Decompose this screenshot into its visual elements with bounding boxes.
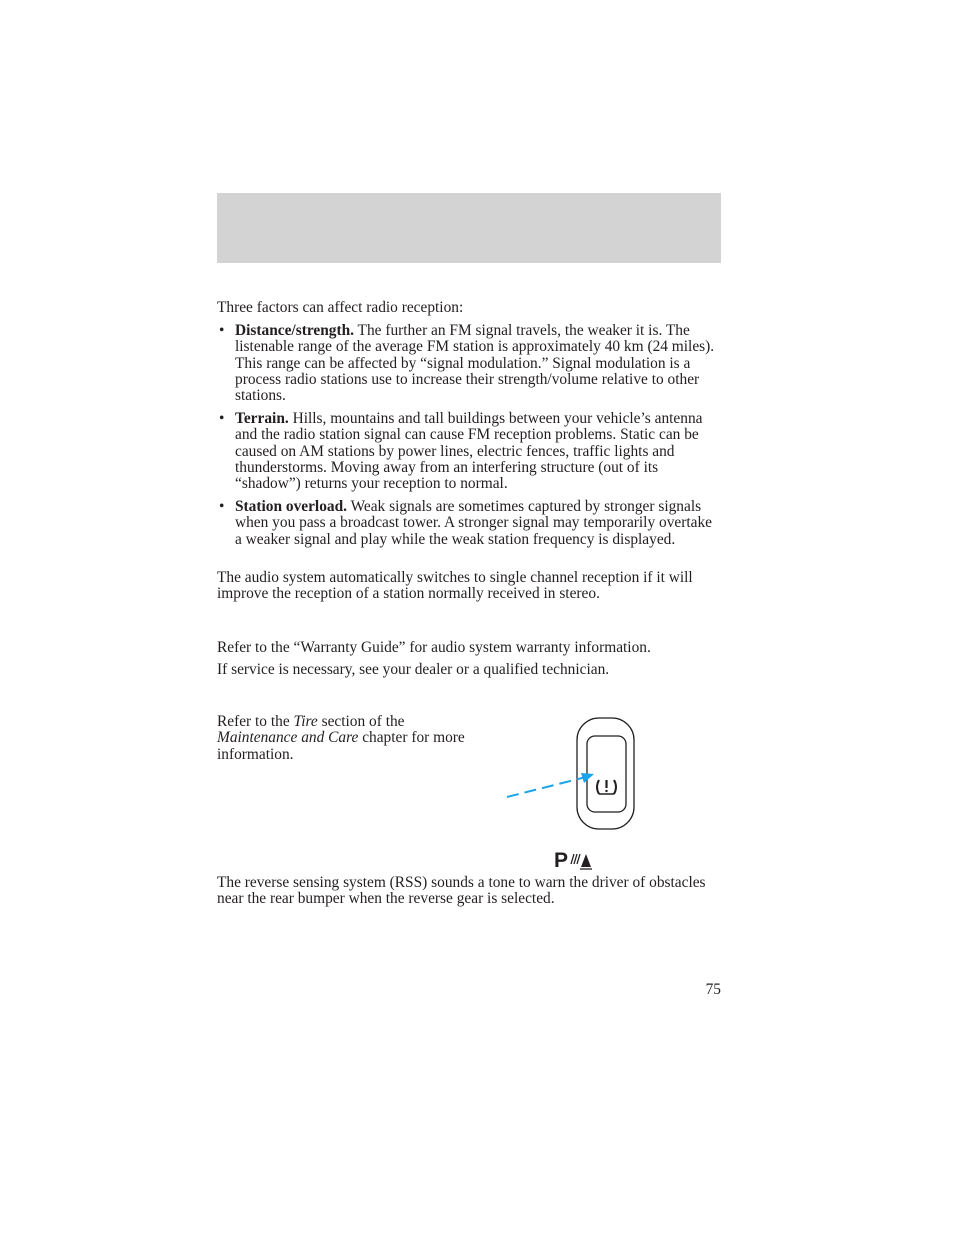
page-number: 75 — [705, 981, 721, 998]
bullet-overload — [217, 499, 721, 548]
bullet-term: Station overload. — [235, 498, 348, 515]
bullet-term: Terrain. — [235, 410, 289, 427]
bullet-terrain — [217, 411, 721, 492]
bullet-text: The further an FM signal travels, the weaker it is. The listenable range of the average FM station is approximately 40 km (24 miles). This range can be affected by “signal modulation.” Signal modulation is a process radio stations use to increase their strength/volume relative to other stations. — [235, 322, 715, 405]
service-text: If service is necessary, see your dealer or a qualified technician. — [217, 661, 610, 678]
reverse-sensing-icon — [554, 848, 594, 870]
tire-reference-text: Refer to the Tire section of the Maintenance and Care chapter for more information. — [217, 713, 465, 763]
svg-text:P: P — [554, 849, 569, 870]
bullet-dot: • — [219, 410, 225, 427]
bullet-dot: • — [219, 322, 225, 339]
intro-text: Three factors can affect radio reception: — [217, 299, 464, 316]
bullet-text: Hills, mountains and tall buildings between your vehicle’s antenna and the radio station signal can cause FM reception problems. Static can be caused on AM stations by power lines, electric fences, traffic lights and thunderstorms. Moving away from an interfering structure (out of its “shadow”) returns your reception to normal. — [235, 410, 703, 493]
warranty-text: Refer to the “Warranty Guide” for audio system warranty information. — [217, 639, 651, 656]
bullet-distance — [217, 323, 721, 404]
section-header-band — [217, 193, 721, 263]
tire-pressure-switch-icon — [500, 715, 640, 833]
rss-text: The reverse sensing system (RSS) sounds a tone to warn the driver of obstacles near the rear bumper when the reverse gear is selected. — [217, 874, 706, 908]
bullet-dot: • — [219, 498, 225, 515]
mono-note: The audio system automatically switches to single channel reception if it will improve the reception of a station normally received in stereo. — [217, 569, 693, 603]
bullet-term: Distance/strength. — [235, 322, 354, 339]
bullet-text: Weak signals are sometimes captured by stronger signals when you pass a broadcast tower. A stronger signal may temporarily overtake a weaker signal and play while the weak station frequency is displayed. — [235, 498, 712, 548]
